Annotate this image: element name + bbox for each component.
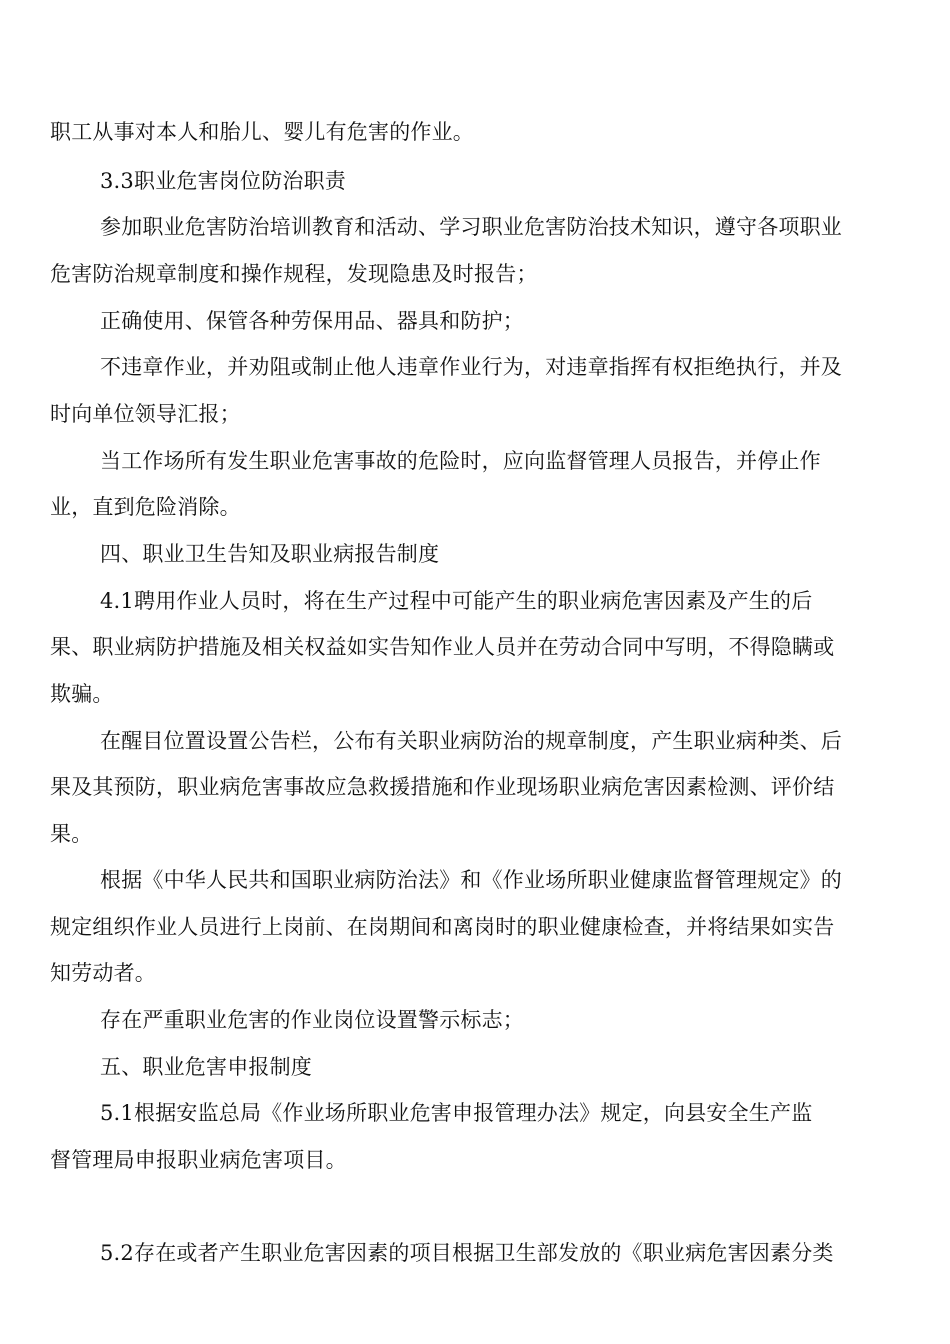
text-line: 业，直到危险消除。: [50, 495, 241, 519]
text-line: 知劳动者。: [50, 961, 156, 985]
text-line: 5.1根据安监总局《作业场所职业危害申报管理办法》规定，向县安全生产监: [100, 1101, 813, 1125]
text-line: 4.1聘用作业人员时，将在生产过程中可能产生的职业病危害因素及产生的后: [100, 589, 813, 613]
text-line: 欺骗。: [50, 682, 114, 706]
text-line: 督管理局申报职业病危害项目。: [50, 1148, 347, 1172]
text-line: 时向单位领导汇报；: [50, 402, 241, 426]
text-line: 根据《中华人民共和国职业病防治法》和《作业场所职业健康监督管理规定》的: [100, 868, 842, 892]
text-line: 危害防治规章制度和操作规程，发现隐患及时报告；: [50, 262, 538, 286]
text-line: 参加职业危害防治培训教育和活动、学习职业危害防治技术知识，遵守各项职业: [100, 215, 842, 239]
section-heading: 五、职业危害申报制度: [100, 1055, 312, 1079]
section-heading: 3.3职业危害岗位防治职责: [100, 169, 346, 193]
section-heading: 四、职业卫生告知及职业病报告制度: [100, 542, 440, 566]
text-line: 果、职业病防护措施及相关权益如实告知作业人员并在劳动合同中写明，不得隐瞒或: [50, 635, 835, 659]
text-line: 果及其预防，职业病危害事故应急救援措施和作业现场职业病危害因素检测、评价结: [50, 775, 835, 799]
text-line: 果。: [50, 822, 93, 846]
text-line: 在醒目位置设置公告栏，公布有关职业病防治的规章制度，产生职业病种类、后: [100, 729, 842, 753]
text-line: 职工从事对本人和胎儿、婴儿有危害的作业。: [50, 120, 474, 144]
text-line: 5.2存在或者产生职业危害因素的项目根据卫生部发放的《职业病危害因素分类: [100, 1241, 834, 1265]
text-line: 当工作场所有发生职业危害事故的危险时，应向监督管理人员报告，并停止作: [100, 449, 821, 473]
text-line: 不违章作业，并劝阻或制止他人违章作业行为，对违章指挥有权拒绝执行，并及: [100, 355, 842, 379]
text-line: 正确使用、保管各种劳保用品、器具和防护；: [100, 309, 524, 333]
text-line: 规定组织作业人员进行上岗前、在岗期间和离岗时的职业健康检查，并将结果如实告: [50, 915, 835, 939]
text-line: 存在严重职业危害的作业岗位设置警示标志；: [100, 1008, 524, 1032]
